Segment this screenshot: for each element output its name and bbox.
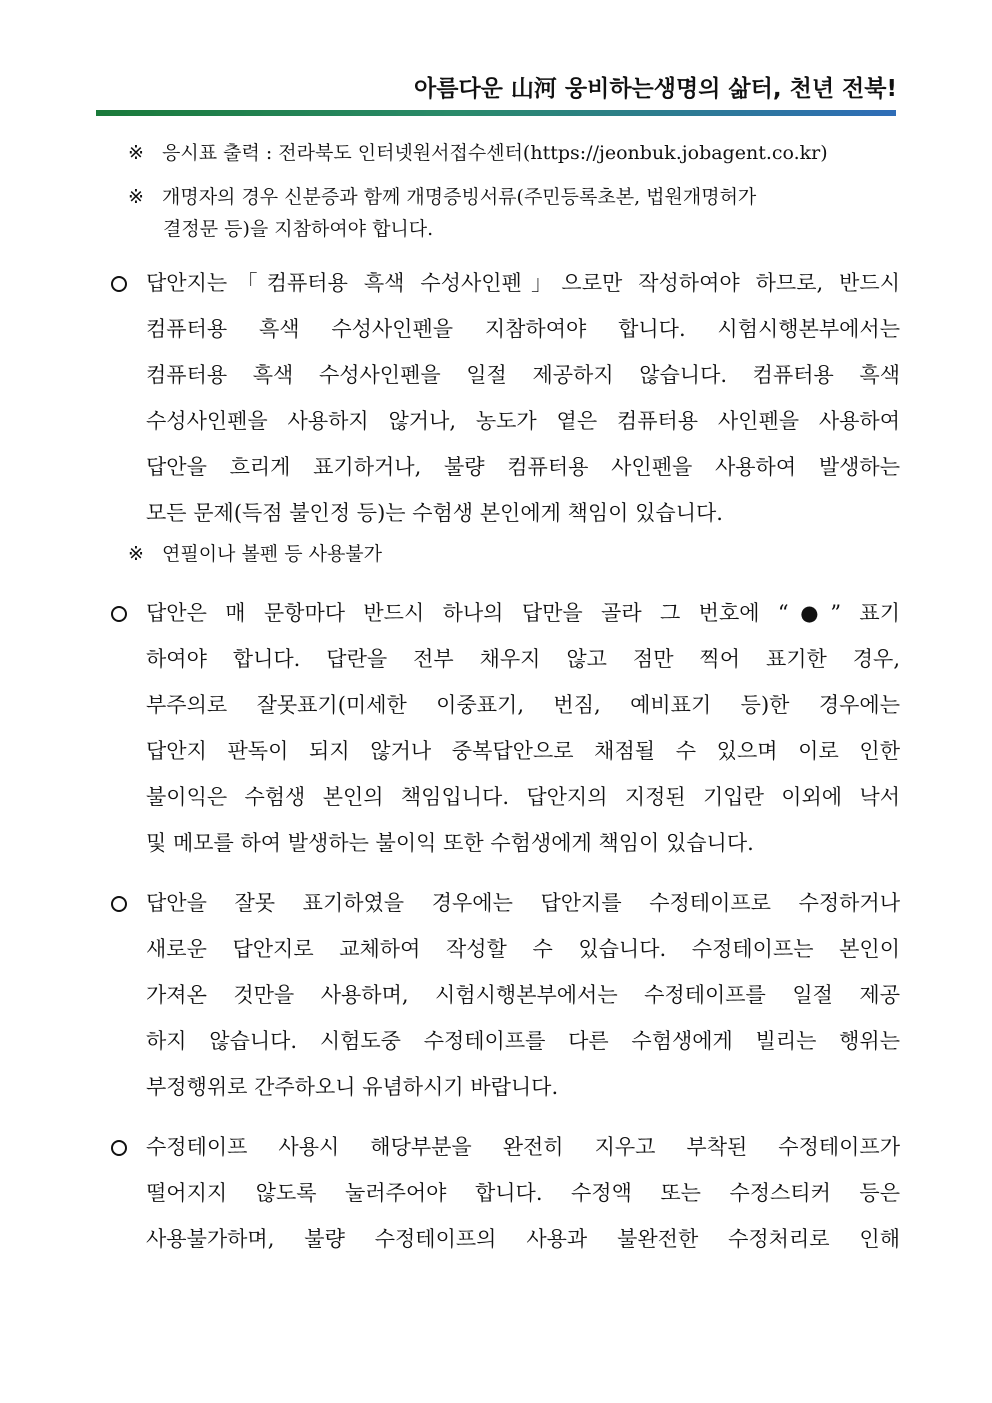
note-rename-text-2: 결정문 등)을 지참하여야 합니다. [163,218,434,240]
note-print-text: 응시표 출력 : 전라북도 인터넷원서접수센터(https://jeonbuk.jobagent.co.kr) [162,142,828,164]
section-line: 컴퓨터용 흑색 수성사인펜을 일절 제공하지 않습니다. 컴퓨터용 흑색 [146,363,900,387]
section-line: 모든 문제(득점 불인정 등)는 수험생 본인에게 책임이 있습니다. [146,501,723,525]
reference-mark: ※ [128,186,144,208]
header-divider [96,110,896,116]
section-line: 하지 않습니다. 시험도중 수정테이프를 다른 수험생에게 빌리는 행위는 [146,1029,900,1053]
section-line: 답안을 흐리게 표기하거나, 불량 컴퓨터용 사인펜을 사용하여 발생하는 [146,455,900,479]
note-rename-text-1: 개명자의 경우 신분증과 함께 개명증빙서류(주민등록초본, 법원개명허가 [162,186,757,208]
section-1 [108,260,900,536]
section-line: 부주의로 잘못표기(미세한 이중표기, 번짐, 예비표기 등)한 경우에는 [146,693,900,717]
section-line: 수성사인펜을 사용하지 않거나, 농도가 옅은 컴퓨터용 사인펜을 사용하여 [146,409,900,433]
section-line: 사용불가하며, 불량 수정테이프의 사용과 불완전한 수정처리로 인해 [146,1227,900,1251]
section-line: 답안지는「컴퓨터용 흑색 수성사인펜」으로만 작성하여야 하므로, 반드시 [146,271,900,295]
circle-bullet-icon [111,1140,127,1156]
section-2 [108,590,900,866]
section-3 [108,880,900,1110]
section-line: 수정테이프 사용시 해당부분을 완전히 지우고 부착된 수정테이프가 [146,1135,900,1159]
reference-mark: ※ [128,543,144,565]
section-line: 하여야 합니다. 답란을 전부 채우지 않고 점만 찍어 표기한 경우, [146,647,900,671]
circle-bullet-icon [111,606,127,622]
section-line: 답안은 매 문항마다 반드시 하나의 답만을 골라 그 번호에 “●” 표기 [146,601,900,625]
section-line: 답안을 잘못 표기하였을 경우에는 답안지를 수정테이프로 수정하거나 [146,891,900,915]
circle-bullet-icon [111,896,127,912]
note-print [128,136,898,170]
section-line: 가져온 것만을 사용하며, 시험시행본부에서는 수정테이프를 일절 제공 [146,983,900,1007]
section-line: 새로운 답안지로 교체하여 작성할 수 있습니다. 수정테이프는 본인이 [146,937,900,961]
section-line: 떨어지지 않도록 눌러주어야 합니다. 수정액 또는 수정스티커 등은 [146,1181,900,1205]
section-4 [108,1124,900,1262]
section-line: 불이익은 수험생 본인의 책임입니다. 답안지의 지정된 기입란 이외에 낙서 [146,785,900,809]
note-pencil-text: 연필이나 볼펜 등 사용불가 [162,543,383,565]
section-line: 및 메모를 하여 발생하는 불이익 또한 수험생에게 책임이 있습니다. [146,831,754,855]
page-header-title: 아름다운 山河 웅비하는생명의 삶터, 천년 전북! [414,76,897,102]
section-line: 컴퓨터용 흑색 수성사인펜을 지참하여야 합니다. 시험시행본부에서는 [146,317,900,341]
circle-bullet-icon [111,276,127,292]
note-pencil [128,537,898,571]
section-line: 부정행위로 간주하오니 유념하시기 바랍니다. [146,1075,559,1099]
section-line: 답안지 판독이 되지 않거나 중복답안으로 채점될 수 있으며 이로 인한 [146,739,900,763]
note-rename [128,180,898,214]
reference-mark: ※ [128,142,144,164]
